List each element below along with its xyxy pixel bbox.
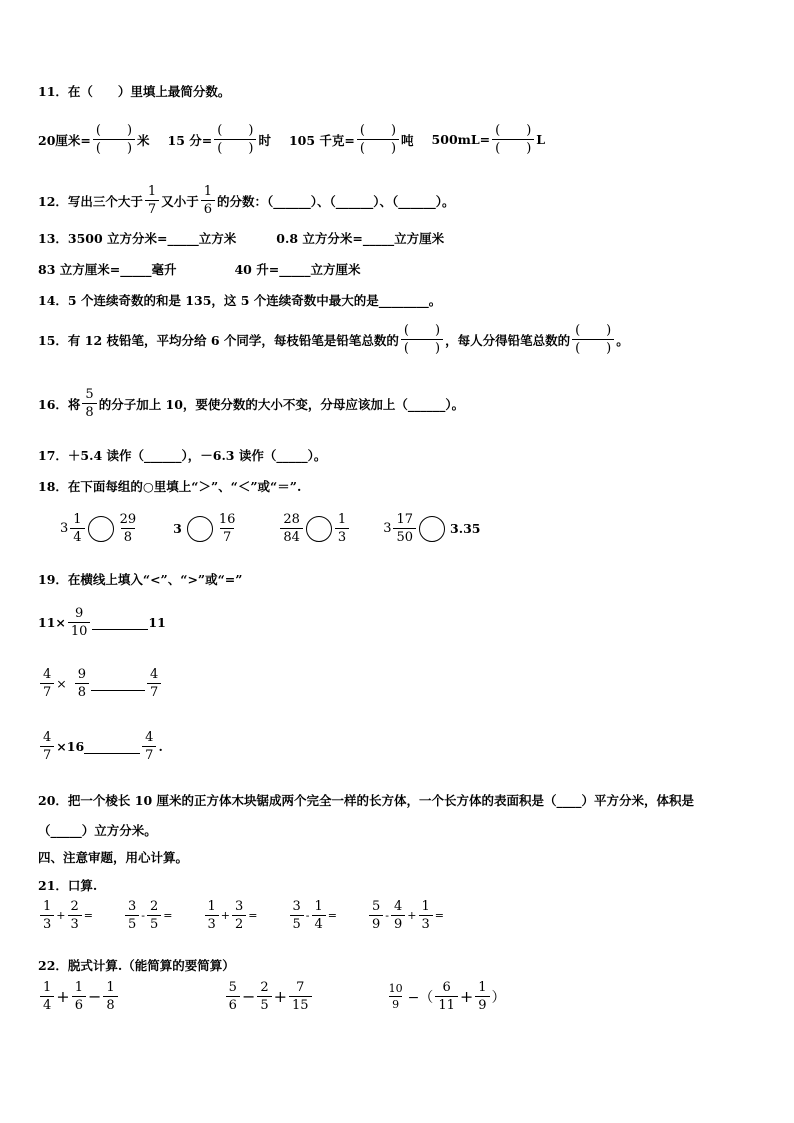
q21-i2-f1: $\frac{3}{5}$ [125,900,139,931]
q21-i4-f2: $\frac{1}{4}$ [312,900,326,931]
q20-line-2: （_____）立方分米。 [38,823,157,838]
q21-i1-op: + [56,909,66,922]
q11-item-2-pre: 15 分= [167,132,213,148]
q21-i4-eq: = [327,909,337,922]
q21-i3-op: + [220,909,230,922]
q19-row-3 [38,731,163,762]
q21-i5-op2: + [407,909,417,922]
q22-e1-f1: $\frac{1}{4}$ [40,981,54,1012]
q16-text-a: 16．将 [38,396,81,412]
q15-text-a: 15．有 12 枝铅笔，平均分给 6 个同学，每枝铅笔是铅笔总数的 [38,332,399,348]
q19-r3-operator: ×16 [56,739,85,754]
q13-item-a: 13．3500 立方分米=_____立方米 [38,231,237,246]
q12 [38,185,455,216]
q11-item-1-pre: 20厘米= [38,132,91,148]
q21-i1-f1: $\frac{1}{3}$ [40,900,54,931]
q22-e2-op2: + [273,987,288,1006]
q22-e1-f2: $\frac{1}{6}$ [72,981,86,1012]
q22-e2-f2: $\frac{2}{5}$ [257,981,271,1012]
q20-line-1: 20．把一个棱长 10 厘米的正方体木块锯成两个完全一样的长方体，一个长方体的表面积是（____）平方分米，体积是 [38,793,694,808]
q22-e2-op1: − [241,987,256,1006]
q18-groups [60,513,480,544]
q22-e3-op2: + [459,987,474,1006]
q13-item-d: 40 升=_____立方厘米 [234,262,361,277]
q22-e3-f2: $\frac{6}{11}$ [435,981,458,1012]
q11-item-1-unit: 米 [137,132,150,148]
q22-e3-f1: $\frac{10}{9}$ [388,982,403,1011]
answer-blank[interactable] [92,615,148,630]
q22-e2-f1: $\frac{5}{6}$ [226,981,240,1012]
section-4-heading: 四、注意审题，用心计算。 [38,850,189,865]
q18-g4-left: 3 $\frac{17}{50}$ [383,513,418,544]
q15-text-b: ，每人分得铅笔总数的 [445,332,571,348]
q11-item-2-fraction: $\frac{( )}{( )}$ [214,122,256,157]
q21-i2-f2: $\frac{2}{5}$ [147,900,161,931]
q19-r1-left: 11× [38,615,66,630]
q18-title: 18．在下面每组的○里填上“＞”、“＜”或“＝”. [38,479,302,494]
q15-fraction-1: $\frac{( )}{( )}$ [401,322,443,357]
q22-e3-op1: −（ [407,989,434,1006]
q12-text-c: 的分数：（______）、（______）、（______）。 [216,193,455,209]
q22-e2-f3: $\frac{7}{15}$ [289,981,312,1012]
q21-title: 21．口算. [38,878,98,893]
q13-item-c: 83 立方厘米=_____毫升 [38,262,177,277]
q21-i5-f3: $\frac{1}{3}$ [419,900,433,931]
q16-text-b: 的分子加上 10，要使分数的大小不变，分母应该加上（______）。 [98,396,465,412]
q18-g1-left: 3 $\frac{1}{4}$ [60,513,87,544]
q17: 17．＋5.4 读作（______），－6.3 读作（_____）。 [38,448,327,463]
q11-item-3-unit: 吨 [401,132,414,148]
q15-fraction-2: $\frac{( )}{( )}$ [572,322,614,357]
q11-items [38,122,545,157]
q19-r1-right: 11 [148,615,166,630]
q19-r2-fraction-2: $\frac{9}{8}$ [75,668,89,699]
q19-r2-operator: × [56,676,67,691]
q22-e1-op2: − [87,987,102,1006]
q21-i2-eq: = [163,909,173,922]
q19-r3-fraction-2: $\frac{4}{7}$ [142,731,156,762]
q19-title: 19．在横线上填入“<”、“>”或“=” [38,572,243,587]
q18-g3-left: $\frac{28}{84}$ [280,513,303,544]
q22-e1-op1: + [56,987,70,1006]
q21-i1-f2: $\frac{2}{3}$ [68,900,82,931]
q21-i2-op: - [141,909,145,922]
q18-g3-right: $\frac{1}{3}$ [335,513,349,544]
answer-blank[interactable] [91,676,145,691]
q13-item-b: 0.8 立方分米=_____立方厘米 [276,231,445,246]
q11-item-3-pre: 105 千克= [288,132,355,148]
compare-circle[interactable] [88,516,114,542]
q19-row-2 [38,668,163,699]
q22-expressions [38,981,506,1012]
q21-items [38,900,444,931]
compare-circle[interactable] [306,516,332,542]
q21-i3-f2: $\frac{3}{2}$ [232,900,246,931]
q21-i4-f1: $\frac{3}{5}$ [290,900,304,931]
q22-title: 22．脱式计算.（能简算的要简算） [38,958,235,973]
q18-g1-right: $\frac{29}{8}$ [119,512,137,545]
compare-circle[interactable] [187,516,213,542]
q15 [38,322,629,357]
answer-blank[interactable] [84,739,140,754]
q21-i5-f1: $\frac{5}{9}$ [369,900,383,931]
q11-item-4-pre: 500mL= [431,132,491,147]
q18-g2-left: 3 [173,521,182,536]
q14: 14．5 个连续奇数的和是 135，这 5 个连续奇数中最大的是________。 [38,293,442,308]
q15-text-c: 。 [616,332,629,348]
q19-r1-fraction: $\frac{9}{10}$ [68,607,91,638]
q13-line-2 [38,260,360,278]
q12-fraction-1: $\frac{1}{7}$ [145,185,159,216]
q22-e3-end: ） [491,989,506,1006]
q21-i5-f2: $\frac{4}{9}$ [391,900,405,931]
q11-title: 11．在（ ）里填上最简分数。 [38,84,231,99]
q19-r3-fraction-1: $\frac{4}{7}$ [40,731,54,762]
q12-text-a: 12．写出三个大于 [38,193,143,209]
q18-g4-right: 3.35 [450,521,481,536]
q12-text-b: 又小于 [161,193,199,209]
compare-circle[interactable] [419,516,445,542]
q21-i3-f1: $\frac{1}{3}$ [205,900,219,931]
q21-i5-op1: - [385,909,389,922]
q21-i1-eq: = [83,909,93,922]
q18-g2-right: $\frac{16}{7}$ [218,512,236,545]
q19-r2-fraction-1: $\frac{4}{7}$ [40,668,54,699]
q19-r2-fraction-3: $\frac{4}{7}$ [147,668,161,699]
q19-r3-end: . [158,739,163,754]
q12-fraction-2: $\frac{1}{6}$ [201,185,215,216]
q16 [38,388,464,419]
q13-line-1 [38,229,444,247]
q22-e3-f3: $\frac{1}{9}$ [475,981,489,1012]
q11-item-2-unit: 时 [258,132,271,148]
q11-item-4-unit: L [536,132,546,147]
q16-fraction: $\frac{5}{8}$ [82,388,96,419]
q21-i5-eq: = [434,909,444,922]
q21-i4-op: - [305,909,310,922]
q21-i3-eq: = [248,909,258,922]
q11-item-3-fraction: $\frac{( )}{( )}$ [357,122,399,157]
q22-e1-f3: $\frac{1}{8}$ [103,981,117,1012]
q11-item-4-fraction: $\frac{( )}{( )}$ [492,122,534,157]
q11-item-1-fraction: $\frac{( )}{( )}$ [93,122,135,157]
q19-row-1 [38,607,166,638]
